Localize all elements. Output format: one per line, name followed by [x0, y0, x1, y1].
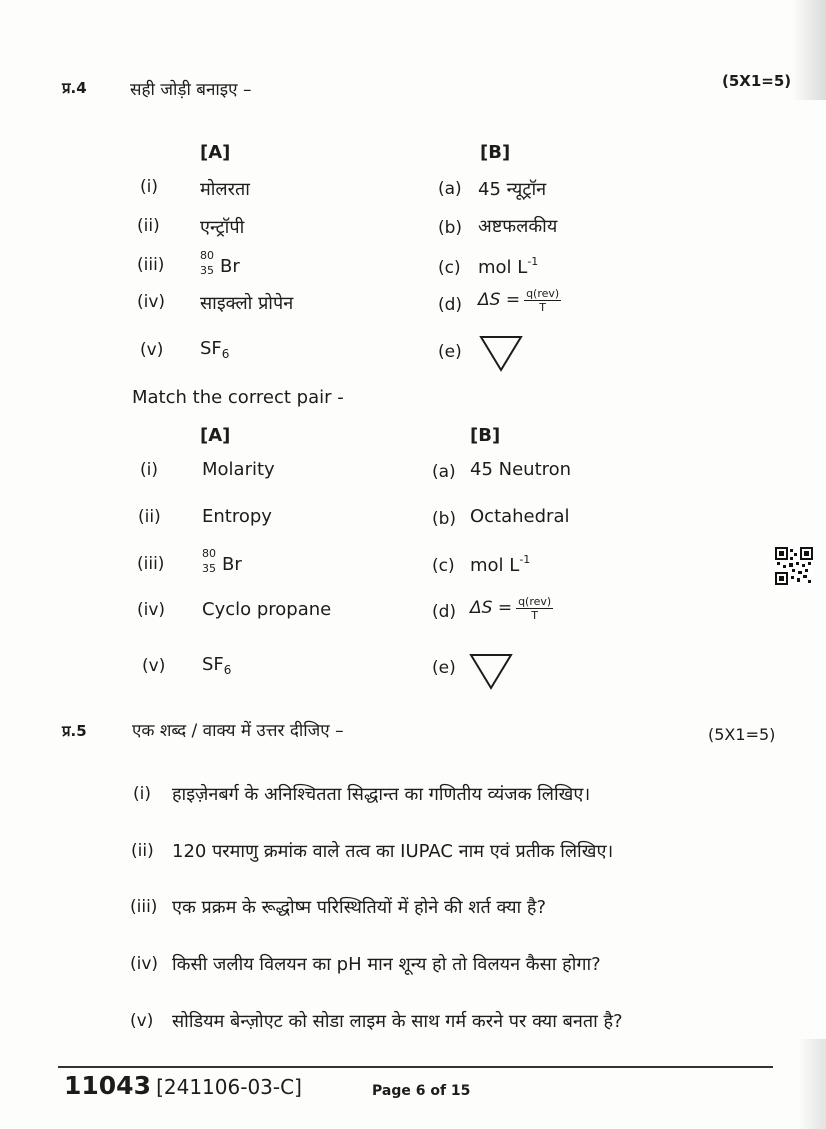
roman-numeral: (ii): [137, 216, 160, 236]
option-letter: (b): [438, 218, 463, 238]
atomic-number: 35: [200, 264, 214, 277]
roman-numeral: (v): [142, 656, 166, 676]
unit-exponent: -1: [527, 255, 539, 268]
roman-numeral: (iv): [137, 600, 166, 620]
unit-text: mol L: [470, 555, 520, 576]
column-a-item: [202, 654, 231, 677]
footer-divider: [58, 1066, 773, 1068]
question-5-instruction: एक शब्द / वाक्य में उत्तर दीजिए –: [132, 721, 344, 741]
roman-numeral: (ii): [131, 841, 154, 861]
question-5-number: प्र.5: [62, 722, 87, 740]
entropy-formula: [478, 288, 561, 313]
formula-text: SF: [202, 654, 224, 675]
roman-numeral: (iv): [137, 292, 166, 312]
column-a-item: साइक्लो प्रोपेन: [200, 293, 294, 314]
list-item: एक प्रक्रम के रूद्धोष्म परिस्थितियों में होने की शर्त क्या है?: [172, 897, 547, 918]
scan-edge-shadow: [792, 0, 826, 100]
formula-text: SF: [200, 338, 222, 359]
qr-code-icon: [775, 547, 813, 585]
unit-exponent: -1: [519, 553, 531, 566]
formula-lhs: ΔS =: [478, 290, 521, 310]
mass-number: 80: [200, 249, 214, 262]
fraction: [524, 288, 561, 313]
option-letter: (e): [432, 658, 456, 678]
option-letter: (c): [438, 258, 461, 278]
column-b-item: Octahedral: [470, 506, 570, 527]
list-item: किसी जलीय विलयन का pH मान शून्य हो तो विलयन कैसा होगा?: [172, 954, 601, 975]
footer-code: [64, 1071, 302, 1100]
isotope-notation: [202, 547, 222, 575]
hindi-column-a-header: [A]: [200, 142, 231, 163]
column-b-item: [478, 255, 538, 278]
option-letter: (d): [438, 295, 463, 315]
isotope-notation: [200, 249, 220, 277]
column-a-isotope: [202, 547, 242, 575]
element-symbol: Br: [220, 256, 240, 277]
question-4-marks: (5X1=5): [722, 72, 792, 90]
fraction-numerator: q(rev): [518, 595, 552, 608]
question-4-instruction: सही जोड़ी बनाइए –: [130, 80, 252, 100]
atomic-number: 35: [202, 562, 216, 575]
column-a-item: Entropy: [202, 506, 272, 527]
column-a-item: Molarity: [202, 459, 275, 480]
mass-number: 80: [202, 547, 216, 560]
english-column-b-header: [B]: [470, 425, 501, 446]
roman-numeral: (iii): [137, 255, 165, 275]
unit-text: mol L: [478, 257, 528, 278]
element-symbol: Br: [222, 554, 242, 575]
inverted-triangle-icon: [468, 651, 514, 691]
formula-lhs: ΔS =: [470, 598, 513, 618]
roman-numeral: (iv): [130, 954, 159, 974]
roman-numeral: (v): [130, 1011, 154, 1031]
list-item: 120 परमाणु क्रमांक वाले तत्व का IUPAC नाम एवं प्रतीक लिखिए।: [172, 841, 614, 862]
fraction-numerator: q(rev): [526, 287, 560, 300]
column-a-item: [200, 338, 229, 361]
list-item: हाइज़ेनबर्ग के अनिश्चितता सिद्धान्त का गणितीय व्यंजक लिखिए।: [172, 784, 591, 805]
roman-numeral: (iii): [137, 554, 165, 574]
question-5-marks: (5X1=5): [708, 725, 776, 744]
roman-numeral: (v): [140, 340, 164, 360]
option-letter: (a): [438, 179, 462, 199]
roman-numeral: (i): [133, 784, 151, 804]
column-a-item: एन्ट्रॉपी: [200, 217, 245, 238]
option-letter: (c): [432, 556, 455, 576]
option-letter: (d): [432, 602, 457, 622]
page-number: Page 6 of 15: [372, 1083, 471, 1099]
option-letter: (b): [432, 509, 457, 529]
scan-edge-shadow-bottom: [798, 1039, 826, 1129]
option-letter: (e): [438, 342, 462, 362]
option-letter: (a): [432, 462, 456, 482]
english-column-a-header: [A]: [200, 425, 231, 446]
column-b-item: 45 न्यूट्रॉन: [478, 179, 547, 200]
column-b-item: [470, 553, 530, 576]
roman-numeral: (i): [140, 177, 158, 197]
hindi-column-b-header: [B]: [480, 142, 511, 163]
formula-subscript: 6: [223, 663, 232, 677]
column-a-isotope: [200, 249, 240, 277]
formula-subscript: 6: [221, 347, 230, 361]
column-b-item: अष्टफलकीय: [478, 216, 558, 237]
column-a-item: मोलरता: [200, 179, 250, 200]
fraction-denominator: T: [539, 301, 546, 314]
list-item: सोडियम बेन्ज़ोएट को सोडा लाइम के साथ गर्म करने पर क्या बनता है?: [172, 1011, 623, 1032]
column-b-item: 45 Neutron: [470, 459, 572, 480]
set-code: [241106-03-C]: [156, 1075, 302, 1099]
english-instruction: Match the correct pair -: [132, 387, 344, 408]
roman-numeral: (ii): [138, 507, 161, 527]
fraction: [516, 596, 553, 621]
entropy-formula: [470, 596, 553, 621]
question-4-number: प्र.4: [62, 79, 87, 97]
roman-numeral: (i): [140, 460, 158, 480]
fraction-denominator: T: [531, 609, 538, 622]
column-a-item: Cyclo propane: [202, 599, 332, 620]
paper-code: 11043: [64, 1071, 151, 1100]
roman-numeral: (iii): [130, 897, 158, 917]
inverted-triangle-icon: [478, 333, 524, 373]
